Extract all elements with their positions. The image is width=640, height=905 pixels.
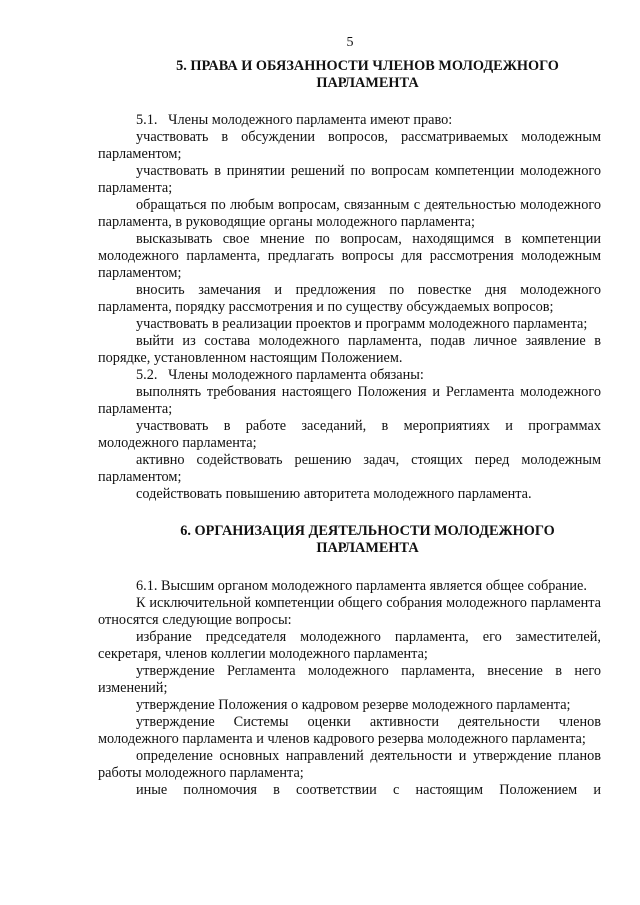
right-item: участвовать в реализации проектов и программ молодежного парламента; <box>136 316 588 332</box>
duty-item: содействовать повышению авторитета молодежного парламента. <box>136 486 532 502</box>
competence-item: избрание председателя молодежного парламента, его заместителей, секретаря, членов коллегии молодежного парламента; <box>98 629 601 662</box>
paragraph-5-1: 5.1. Члены молодежного парламента имеют право: <box>136 112 453 128</box>
right-item: участвовать в обсуждении вопросов, рассматриваемых молодежным парламентом; <box>98 129 601 162</box>
competence-item: утверждение Регламента молодежного парламента, внесение в него изменений; <box>98 663 601 696</box>
right-item: высказывать свое мнение по вопросам, находящимся в компетенции молодежного парламента, предлагать вопросы для рассмотрения молодежным парламентом; <box>98 231 601 281</box>
competence-item: определение основных направлений деятельности и утверждение планов работы молодежного парламента; <box>98 748 601 781</box>
paragraph-6-1: 6.1. Высшим органом молодежного парламента является общее собрание. <box>136 578 587 594</box>
duty-item: участвовать в работе заседаний, в мероприятиях и программах молодежного парламента; <box>98 418 601 451</box>
duty-item: выполнять требования настоящего Положения и Регламента молодежного парламента; <box>98 384 601 417</box>
competence-item: утверждение Системы оценки активности деятельности членов молодежного парламента и членов кадрового резерва молодежного парламента; <box>98 714 601 747</box>
page-number: 5 <box>346 35 354 50</box>
section-6-heading <box>98 523 601 557</box>
section-6-heading-line-1: 6. ОРГАНИЗАЦИЯ ДЕЯТЕЛЬНОСТИ МОЛОДЕЖНОГО <box>180 523 555 539</box>
duty-item: активно содействовать решению задач, стоящих перед молодежным парламентом; <box>98 452 601 485</box>
section-5-heading <box>98 58 601 92</box>
section-5-heading-line-1: 5. ПРАВА И ОБЯЗАННОСТИ ЧЛЕНОВ МОЛОДЕЖНОГО <box>176 58 559 74</box>
paragraph-5-2: 5.2. Члены молодежного парламента обязаны: <box>136 367 424 383</box>
competence-item: утверждение Положения о кадровом резерве молодежного парламента; <box>136 697 571 713</box>
document-body <box>98 58 601 799</box>
right-item: обращаться по любым вопросам, связанным с деятельностью молодежного парламента, в руководящие органы молодежного парламента; <box>98 197 601 230</box>
section-6-heading-line-2: ПАРЛАМЕНТА <box>316 540 419 556</box>
right-item: выйти из состава молодежного парламента, подав личное заявление в порядке, установленном настоящим Положением. <box>98 333 601 366</box>
right-item: участвовать в принятии решений по вопросам компетенции молодежного парламента; <box>98 163 601 196</box>
right-item: вносить замечания и предложения по повестке дня молодежного парламента, порядку рассмотрения и по существу обсуждаемых вопросов; <box>98 282 601 315</box>
competence-item: иные полномочия в соответствии с настоящим Положением и <box>136 782 601 798</box>
section-5-heading-line-2: ПАРЛАМЕНТА <box>316 75 419 91</box>
competence-intro: К исключительной компетенции общего собрания молодежного парламента относятся следующие вопросы: <box>98 595 601 628</box>
